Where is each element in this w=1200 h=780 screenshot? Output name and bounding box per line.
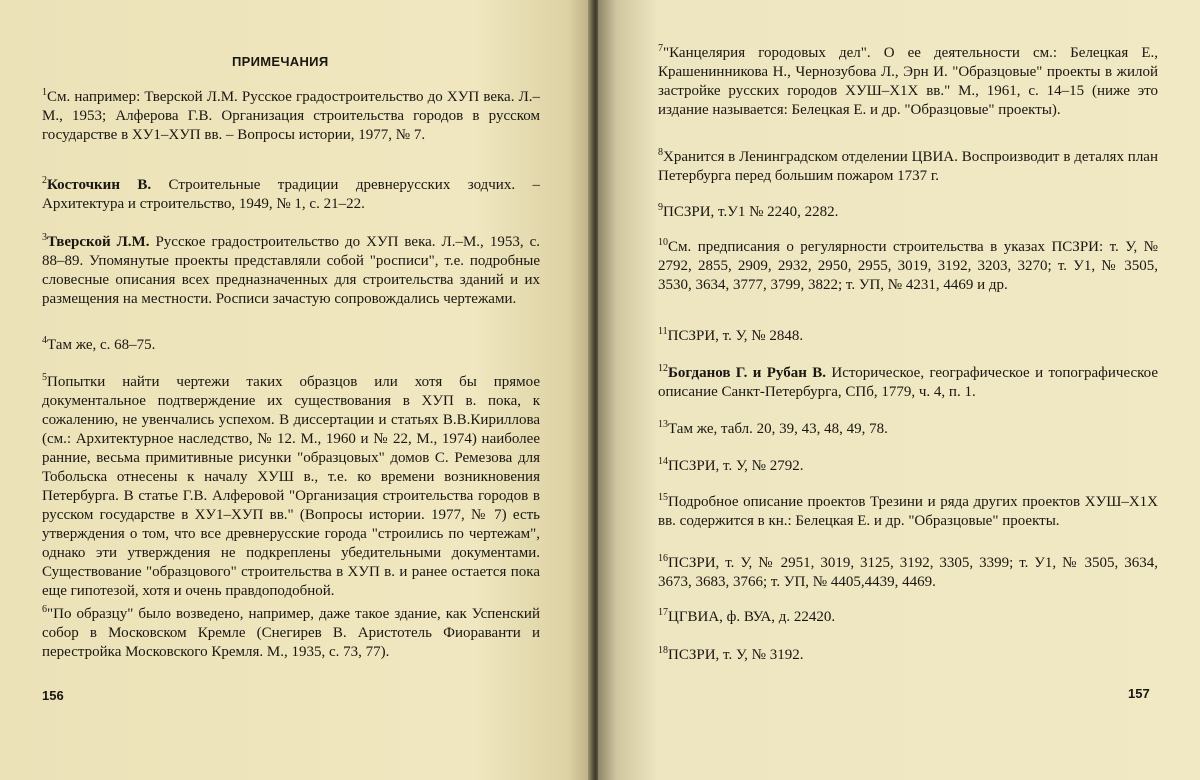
footnote-13: $^{13}$Там же, табл. 20, 39, 43, 48, 49, 78.	[658, 419, 888, 437]
footnote-5: $^5$Попытки найти чертежи таких образцов или хотя бы прямое документальное подтверждение их существования в ХУП в. пока, к сожалению, не увенчались успехом. В диссертации и статьях В.В.Кириллова (см.: Архитектурное наследство, № 12. М., 1960 и № 22, М., 1974) наиболее ранние, весьма примитивные рисунки "образцовых" домов С. Ремезова для Тобольска отнесены к началу ХУШ в., т.е. ко времени возникновения Петербурга. В статье Г.В. Алферовой "Организация строительства городов в русском государстве в ХУ1–ХУП вв." (Вопросы истории. 1977, № 7) есть утверждения о том, что все древнерусские города "строились по чертежам", однако эти утверждения не подкреплены убедительными документами. Существование "образцового" строительства в ХУП в. и ранее остается пока еще гипотезой, хотя и очень правдоподобной.	[42, 372, 540, 599]
footnote-10: $^{10}$См. предписания о регулярности строительства в указах ПСЗРИ: т. У, № 2792, 2855, 2909, 2932, 2950, 2955, 3019, 3192, 3203, 3270; т. У1, № 3505, 3530, 3634, 3777, 3799, 3822; т. УП, № 4231, 4469 и др.	[658, 237, 1158, 293]
footnote-18: $^{18}$ПСЗРИ, т. У, № 3192.	[658, 645, 804, 663]
footnote-9: $^9$ПСЗРИ, т.У1 № 2240, 2282.	[658, 202, 839, 220]
footnote-1: $^1$См. например: Тверской Л.М. Русское градостроительство до ХУП века. Л.–М., 1953; Алферова Г.В. Организация строительства городов в русском государстве в ХУ1–ХУП вв. – Вопросы истории, 1977, № 7.	[42, 87, 540, 143]
footnote-12: $^{12}$Богданов Г. и Рубан В. Историческое, географическое и топографическое описание Санкт-Петербурга, СПб, 1779, ч. 4, п. 1.	[658, 363, 1159, 400]
footnote-2: $^2$Косточкин В. Строительные традиции древнерусских зодчих. – Архитектура и строительство, 1949, № 1, с. 21–22.	[42, 175, 540, 212]
page-number-right: 157	[1128, 686, 1150, 701]
footnote-6: $^6$"По образцу" было возведено, например, даже такое здание, как Успенский собор в Московском Кремле (Снегирев В. Аристотель Фиораванти и перестройка Московского Кремля. М., 1935, с. 73, 77).	[42, 604, 540, 660]
footnote-8: $^8$Хранится в Ленинградском отделении ЦВИА. Воспроизводит в деталях план Петербурга перед большим пожаром 1737 г.	[658, 147, 1158, 184]
footnote-14: $^{14}$ПСЗРИ, т. У, № 2792.	[658, 456, 804, 474]
left-page	[0, 0, 592, 780]
footnote-11: $^{11}$ПСЗРИ, т. У, № 2848.	[658, 326, 804, 344]
footnote-17: $^{17}$ЦГВИА, ф. ВУА, д. 22420.	[658, 607, 836, 625]
footnote-15: $^{15}$Подробное описание проектов Трезини и ряда других проектов ХУШ–Х1Х вв. содержится в кн.: Белецкая Е. и др. "Образцовые" проекты.	[658, 492, 1158, 529]
footnote-16: $^{16}$ПСЗРИ, т. У, № 2951, 3019, 3125, 3192, 3305, 3399; т. У1, № 3505, 3634, 3673, 3683, 3766; т. УП, № 4405,4439, 4469.	[658, 553, 1158, 590]
footnote-4: $^4$Там же, с. 68–75.	[42, 335, 156, 353]
footnote-3: $^3$Тверской Л.М. Русское градостроительство до ХУП века. Л.–М., 1953, с. 88–89. Упомянутые проекты представляли собой "росписи", т.е. подробные словесные описания всех предназначенных для строительства зданий и их размещения на местности. Росписи зачастую сопровождались чертежами.	[42, 232, 540, 307]
right-page	[598, 0, 1200, 780]
page-number-left: 156	[42, 688, 64, 703]
footnote-7: $^7$"Канцелярия городовых дел". О ее деятельности см.: Белецкая Е., Крашенинникова Н., Чернозубова Л., Эрн И. "Образцовые" проекты в жилой застройке русских городов ХУШ–Х1Х вв." М., 1961, с. 14–15 (ниже это издание называется: Белецкая Е. и др. "Образцовые" проекты).	[658, 43, 1158, 118]
page-heading: ПРИМЕЧАНИЯ	[232, 54, 329, 69]
